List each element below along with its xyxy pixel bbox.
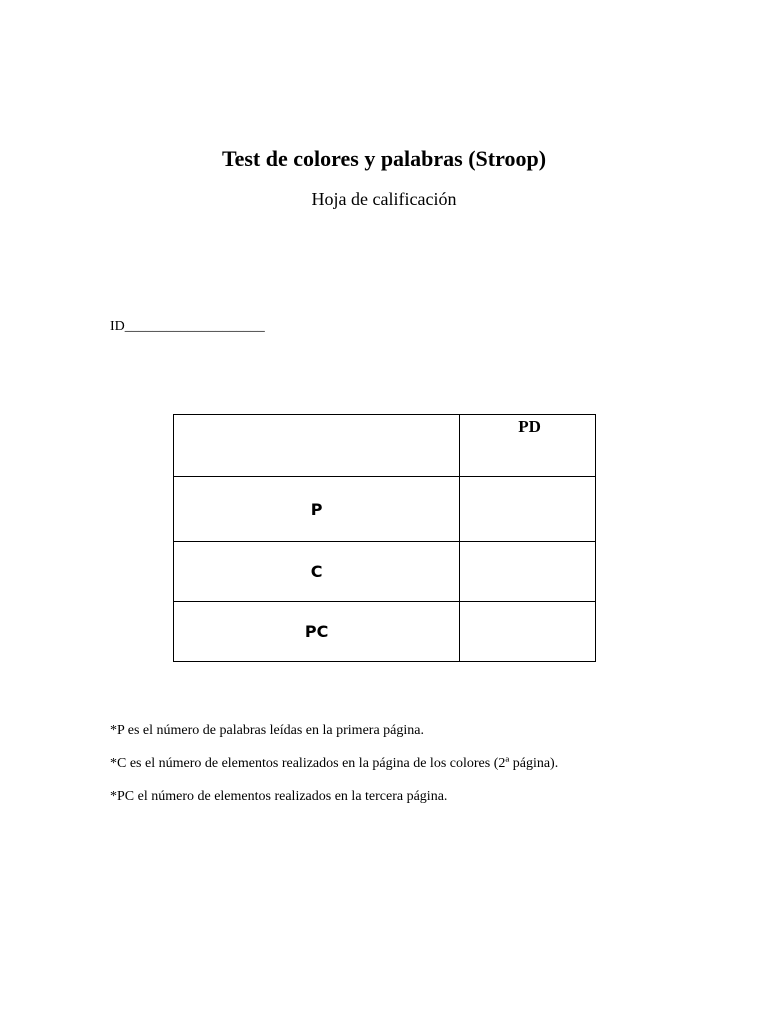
pd-cell-p	[460, 477, 596, 542]
row-label-c: C	[174, 542, 460, 602]
row-label-p: P	[174, 477, 460, 542]
id-field: ID____________________	[110, 319, 265, 334]
note-pc: *PC el número de elementos realizados en la tercera página.	[110, 789, 448, 804]
note-p: *P es el número de palabras leídas en la primera página.	[110, 723, 424, 738]
header-cell-empty	[174, 415, 460, 477]
table-header-row	[174, 415, 596, 477]
notes-section	[110, 722, 730, 821]
note-c: *C es el número de elementos realizados en la página de los colores (2ª página).	[110, 756, 559, 771]
row-label-pc: PC	[174, 602, 460, 662]
table-row-p	[174, 477, 596, 542]
header-cell-pd: PD	[460, 415, 596, 477]
document-subtitle: Hoja de calificación	[311, 189, 457, 209]
table-row-c	[174, 542, 596, 602]
pd-cell-c	[460, 542, 596, 602]
document-title: Test de colores y palabras (Stroop)	[221, 146, 547, 171]
table-row-pc	[174, 602, 596, 662]
pd-cell-pc	[460, 602, 596, 662]
score-table	[173, 414, 596, 662]
